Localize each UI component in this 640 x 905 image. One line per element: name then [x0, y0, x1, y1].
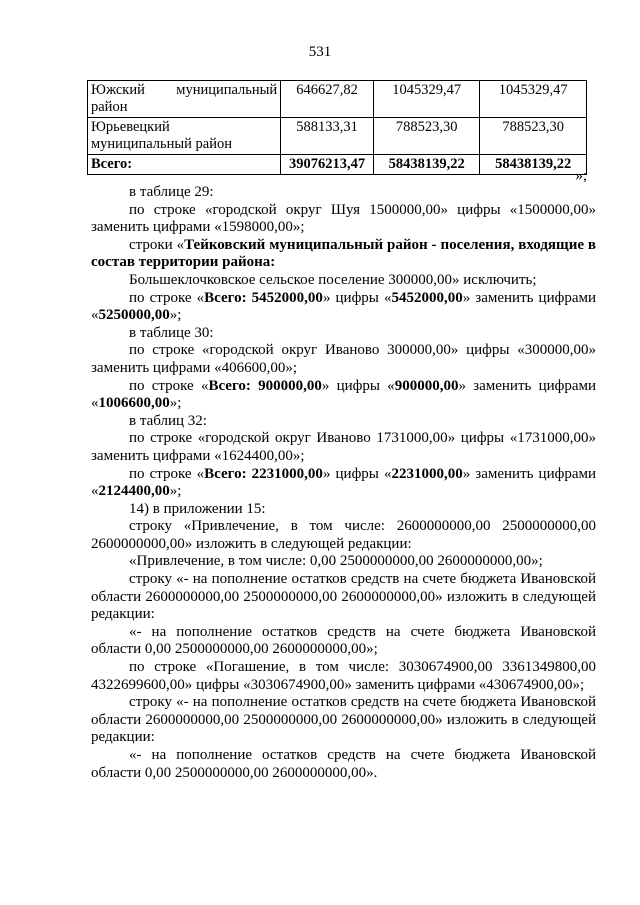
paragraph: «- на пополнение остатков средств на счете бюджета Ивановской области 0,00 2500000000,00 2600000000,00»;	[91, 623, 596, 658]
total-value: 39076213,47	[281, 155, 374, 175]
paragraph: в таблице 30:	[129, 324, 214, 341]
text-run: »;	[169, 395, 182, 412]
paragraph: строку «- на пополнение остатков средств на счете бюджета Ивановской области 2600000000,00 2500000000,00 2600000000,00» изложить в следующей редакции:	[91, 571, 596, 623]
total-label: Всего:	[88, 155, 281, 175]
value-cell: 788523,30	[373, 118, 480, 155]
page-number: 531	[308, 44, 332, 60]
paragraph: строку «Привлечение, в том числе: 2600000000,00 2500000000,00 2600000000,00» изложить в следующей редакции:	[91, 518, 596, 552]
bold-text-run: Тейковский муниципальный район - поселения, входящие в состав территории района:	[91, 236, 596, 271]
table-row	[88, 81, 587, 118]
value-cell: 1045329,47	[373, 81, 480, 118]
paragraph: по строке «Погашение, в том числе: 3030674900,00 3361349800,00 4322699600,00» цифры «3030674900,00» заменить цифрами «430674900,00»;	[91, 659, 596, 693]
total-value: 58438139,22	[480, 155, 587, 175]
value-cell: 646627,82	[281, 81, 374, 118]
district-name-line: муниципальный район	[91, 136, 232, 152]
text-run: » цифры «	[322, 465, 392, 482]
bold-text-run: 1006600,00	[98, 395, 170, 412]
paragraph: по строке «городской округ Иваново 300000,00» цифры «300000,00» заменить цифрами «406600,00»;	[91, 342, 596, 376]
bold-text-run: 2231000,00	[391, 465, 463, 482]
district-name-cell	[88, 81, 281, 118]
paragraph	[91, 237, 596, 272]
value-cell: 1045329,47	[480, 81, 587, 118]
paragraph: «Привлечение, в том числе: 0,00 2500000000,00 2600000000,00»;	[129, 553, 543, 570]
text-run: »;	[169, 307, 182, 324]
bold-text-run: Всего: 5452000,00	[204, 289, 323, 306]
paragraph	[91, 290, 596, 325]
paragraph: по строке «городской округ Иваново 1731000,00» цифры «1731000,00» заменить цифрами «1624400,00»;	[91, 430, 596, 464]
text-run: »;	[169, 483, 182, 500]
paragraph: в таблиц 32:	[129, 412, 207, 429]
bold-text-run: 900000,00	[394, 377, 459, 394]
paragraph: по строке «городской округ Шуя 1500000,00» цифры «1500000,00» заменить цифрами «1598000,00»;	[91, 201, 596, 236]
amendment-text	[91, 184, 596, 782]
district-name-line: Юрьевецкий	[91, 119, 170, 135]
paragraph: в таблице 29:	[129, 184, 214, 200]
district-name-cell	[88, 118, 281, 155]
closing-quote: »;	[575, 168, 587, 184]
bold-text-run: Всего: 900000,00	[208, 377, 322, 394]
bold-text-run: 5452000,00	[391, 289, 463, 306]
paragraph	[91, 466, 596, 501]
paragraph: «- на пополнение остатков средств на счете бюджета Ивановской области 0,00 2500000000,00 2600000000,00».	[91, 747, 596, 781]
bold-text-run: 2124400,00	[98, 483, 170, 500]
text-run: по строке «	[129, 289, 205, 306]
bold-text-run: Всего: 2231000,00	[204, 465, 323, 482]
paragraph	[91, 378, 596, 413]
text-run: по строке «	[129, 465, 205, 482]
paragraph: Большеклочковское сельское поселение 300000,00» исключить;	[129, 271, 537, 288]
text-run: » заменить цифрами «	[91, 289, 596, 324]
total-row	[88, 155, 587, 175]
text-run: строки «	[129, 236, 185, 253]
paragraph: 14) в приложении 15:	[129, 500, 266, 517]
text-run: » заменить цифрами «	[91, 465, 596, 500]
text-run: » цифры «	[321, 377, 395, 394]
district-name-line: район	[91, 99, 128, 115]
text-run: по строке «	[129, 377, 209, 394]
bold-text-run: 5250000,00	[98, 307, 170, 324]
total-value: 58438139,22	[373, 155, 480, 175]
district-name-line: Южский муниципальный	[91, 82, 278, 98]
budget-table	[87, 80, 587, 175]
text-run: » цифры «	[322, 289, 392, 306]
value-cell: 788523,30	[480, 118, 587, 155]
text-run: » заменить цифрами «	[91, 377, 597, 412]
value-cell: 588133,31	[281, 118, 374, 155]
paragraph: строку «- на пополнение остатков средств на счете бюджета Ивановской области 2600000000,00 2500000000,00 2600000000,00» изложить в следующей редакции:	[91, 694, 596, 746]
table-row	[88, 118, 587, 155]
